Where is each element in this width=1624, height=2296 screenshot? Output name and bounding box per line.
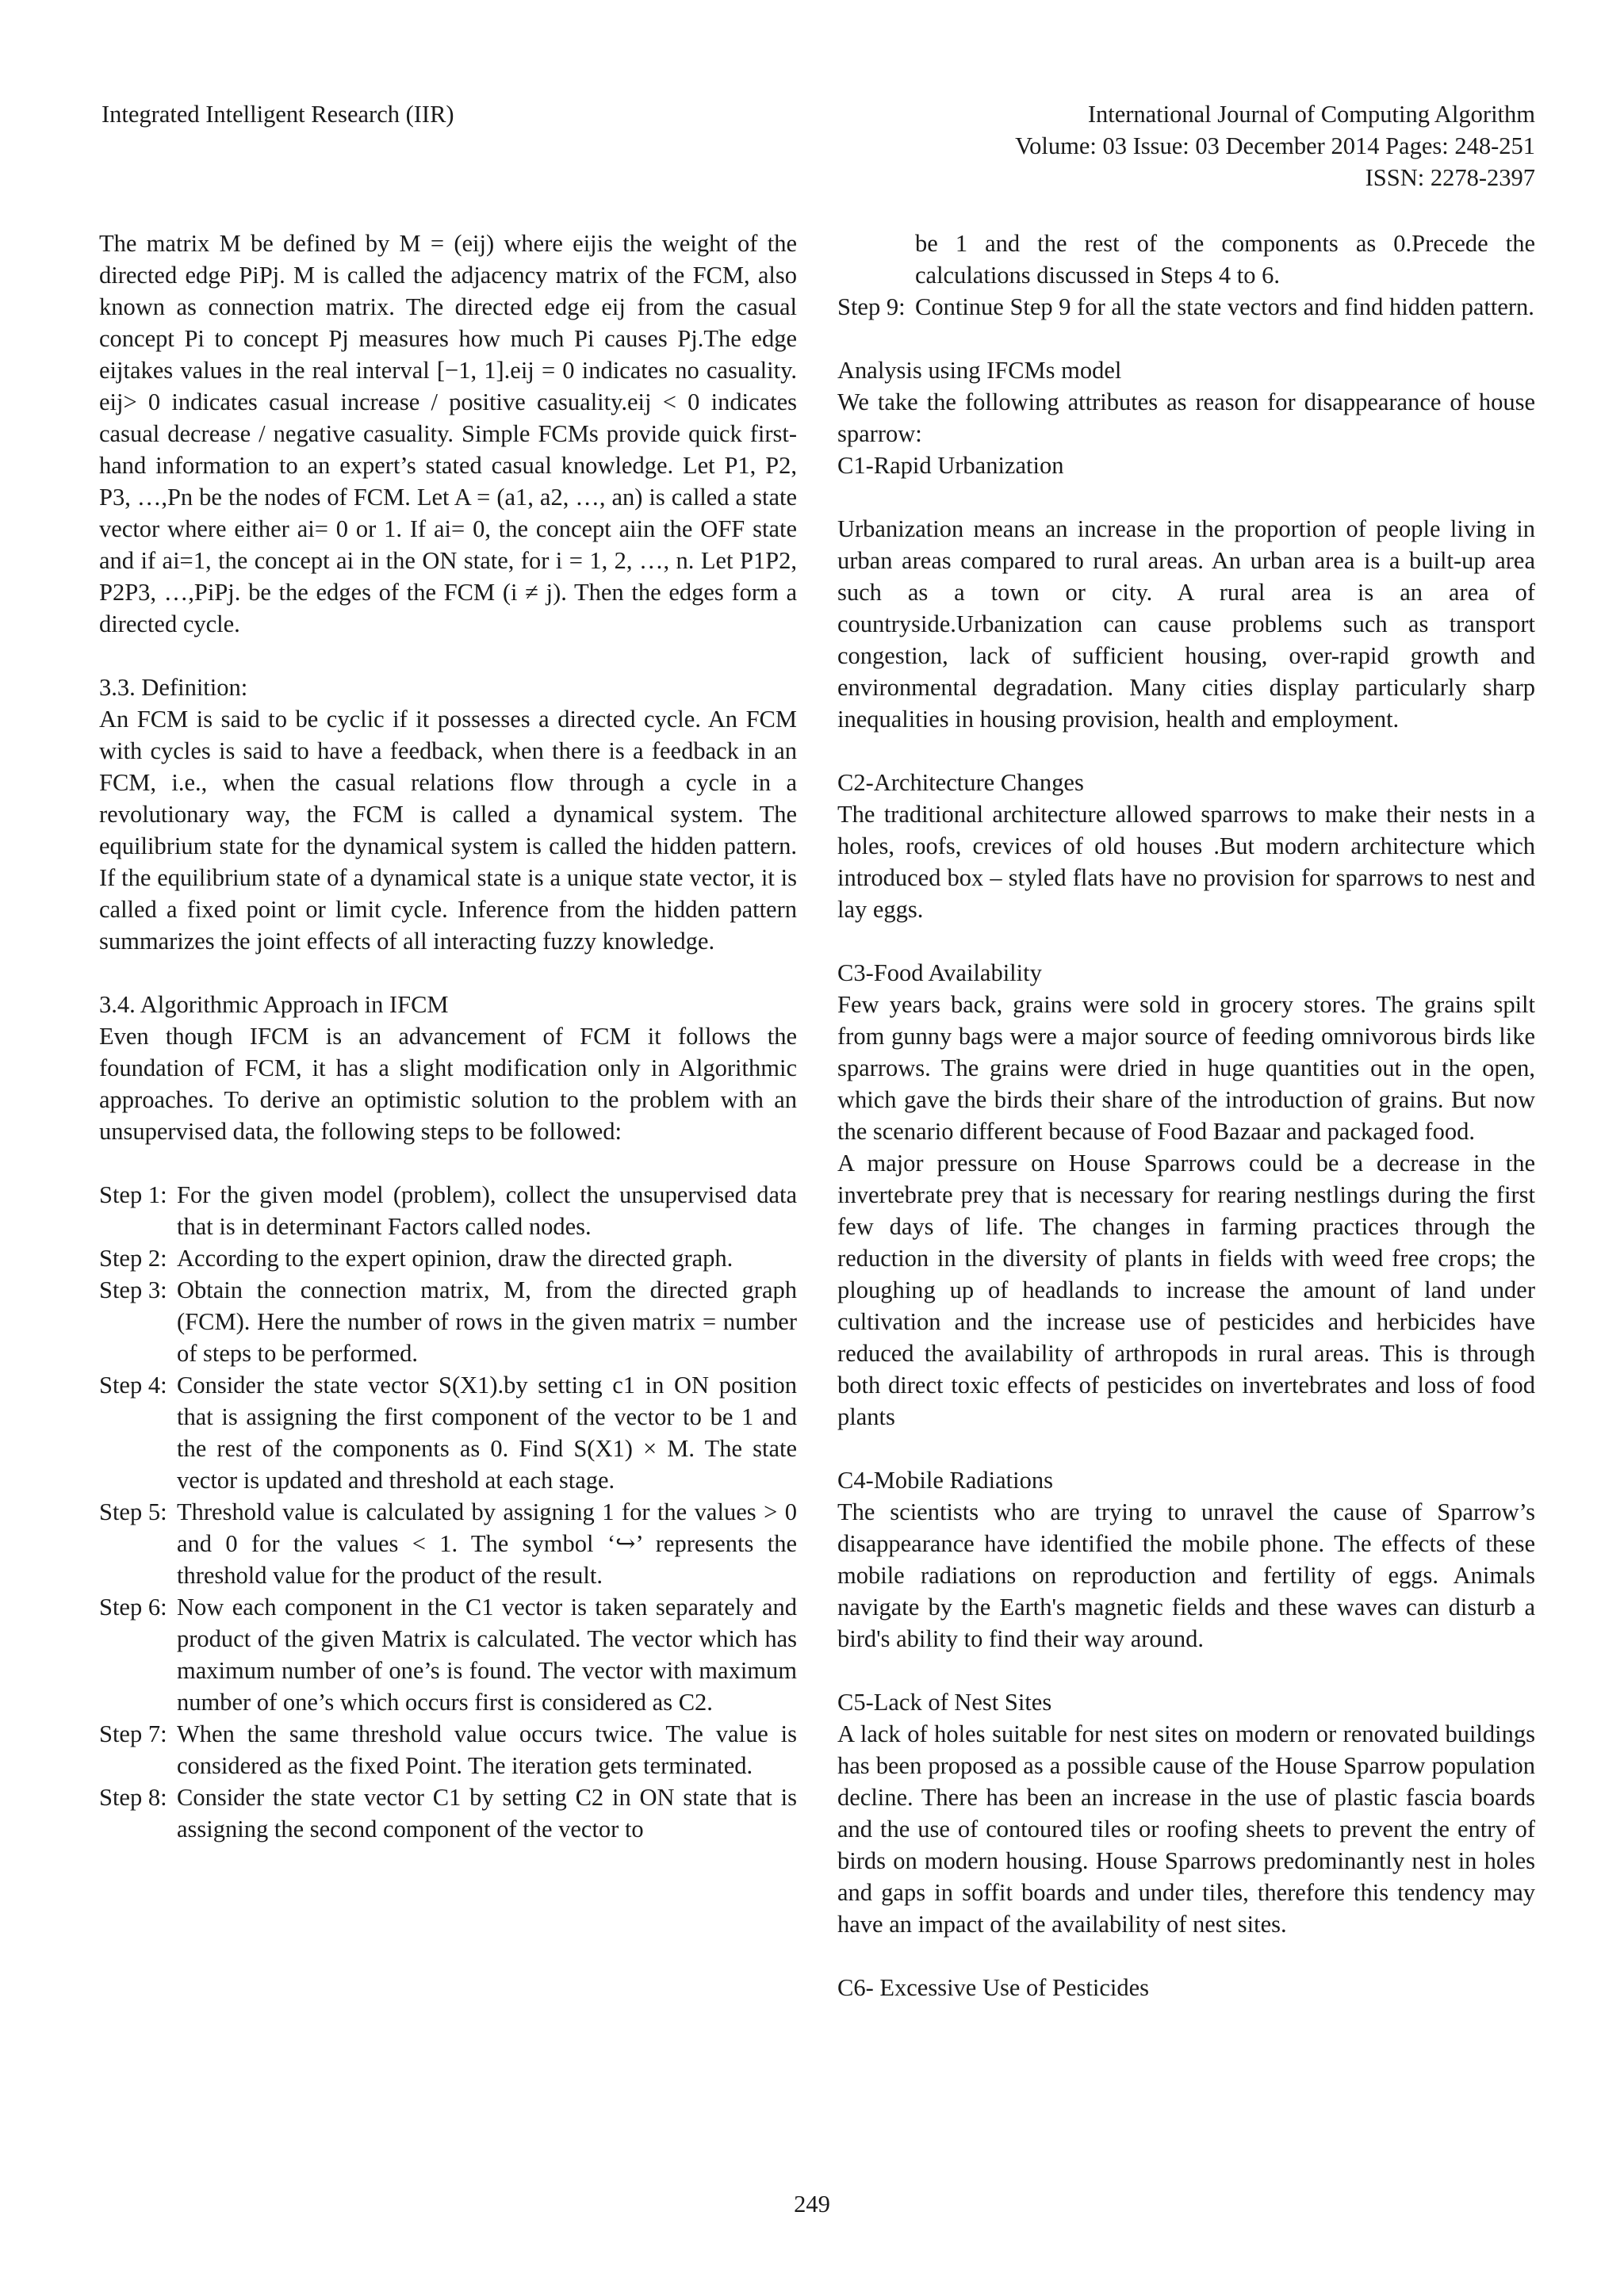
step-text: Consider the state vector S(X1).by setting c1 in ON position that is assigning the first component of the vector to be 1 and the rest of the components as 0. Find S(X1) × M. The state vector is updated and threshold at each stage.: [177, 1372, 797, 1494]
attribute-heading-c2: C2-Architecture Changes: [837, 769, 1084, 796]
step-text: Now each component in the C1 vector is taken separately and product of the given Matrix is calculated. The vector which has maximum number of one’s is found. The vector with maximum number of one’s which occurs first is considered as C2.: [177, 1594, 797, 1716]
step-text: Obtain the connection matrix, M, from the directed graph (FCM). Here the number of rows in the given matrix = number of steps to be performed.: [177, 1276, 797, 1367]
journal-publisher: Integrated Intelligent Research (IIR): [102, 101, 454, 128]
attribute-text-c2: The traditional architecture allowed sparrows to make their nests in a holes, roofs, crevices of old houses .But modern architecture which introduced box – styled flats have no provision for sparrows to nest and lay eggs.: [837, 801, 1535, 923]
attribute-text-c3-part1: Few years back, grains were sold in grocery stores. The grains spilt from gunny bags were a major source of feeding omnivorous birds like sparrows. The grains were dried in huge quantities out in the open, which gave the birds their share of the introduction of grains. But now the scenario different because of Food Bazaar and packaged food.: [837, 991, 1535, 1145]
step-label: Step 7:: [99, 1720, 167, 1747]
page-number: 249: [794, 2191, 830, 2218]
journal-volume: Volume: 03 Issue: 03 December 2014 Pages: 248-251: [1015, 132, 1535, 159]
step-8: [99, 1781, 797, 1845]
attribute-heading-c6: C6- Excessive Use of Pesticides: [837, 1974, 1150, 2001]
step-text: Continue Step 9 for all the state vectors and find hidden pattern.: [915, 293, 1534, 320]
definition-paragraph: An FCM is said to be cyclic if it possesses a directed cycle. An FCM with cycles is said to have a feedback, when there is a feedback in an FCM, i.e., when the casual relations flow through a cycle in a revolutionary way, the FCM is called a dynamical system. The equilibrium state for the dynamical system is called the hidden pattern. If the equilibrium state of a dynamical state is a unique state vector, it is called a fixed point or limit cycle. Inference from the hidden pattern summarizes the joint effects of all interacting fuzzy knowledge.: [99, 706, 797, 955]
algorithm-paragraph: Even though IFCM is an advancement of FCM it follows the foundation of FCM, it has a slight modification only in Algorithmic approaches. To derive an optimistic solution to the problem with an unsupervised data, the following steps to be followed:: [99, 1023, 797, 1145]
fcm-intro-paragraph: The matrix M be defined by M = (eij) where eijis the weight of the directed edge PiPj. M is called the adjacency matrix of the FCM, also known as connection matrix. The directed edge eij from the casual concept Pi to concept Pj measures how much Pi causes Pj.The edge eijtakes values in the real interval [−1, 1].eij = 0 indicates no casuality. eij> 0 indicates casual increase / positive casuality.eij < 0 indicates casual decrease / negative casuality. Simple FCMs provide quick first-hand information to an expert’s stated casual knowledge. Let P1, P2, P3, …,Pn be the nodes of FCM. Let A = (a1, a2, …, an) is called a state vector where either ai= 0 or 1. If ai= 0, the concept aiin the OFF state and if ai=1, the concept ai in the ON state, for i = 1, 2, …, n. Let P1P2, P2P3, …,PiPj. be the edges of the FCM (i ≠ j). Then the edges form a directed cycle.: [99, 230, 797, 637]
step-label: Step 2:: [99, 1245, 167, 1272]
attribute-heading-c1: C1-Rapid Urbanization: [837, 452, 1064, 479]
section-heading-analysis: Analysis using IFCMs model: [837, 357, 1122, 384]
step-text: For the given model (problem), collect the unsupervised data that is in determinant Factors called nodes.: [177, 1181, 797, 1240]
attribute-heading-c4: C4-Mobile Radiations: [837, 1467, 1053, 1494]
section-heading-algorithm: 3.4. Algorithmic Approach in IFCM: [99, 991, 449, 1018]
step-label: Step 5:: [99, 1498, 167, 1525]
attribute-text-c5: A lack of holes suitable for nest sites on modern or renovated buildings has been proposed as a possible cause of the House Sparrow population decline. There has been an increase in the use of plastic fascia boards and the use of contoured tiles or roofing sheets to prevent the entry of birds on modern housing. House Sparrows predominantly nest in holes and gaps in soffit boards and under tiles, therefore this tendency may have an impact of the availability of nest sites.: [837, 1720, 1535, 1938]
analysis-paragraph: We take the following attributes as reason for disappearance of house sparrow:: [837, 388, 1535, 447]
left-column: [99, 228, 797, 1845]
step-5: [99, 1496, 797, 1591]
attribute-heading-c5: C5-Lack of Nest Sites: [837, 1689, 1052, 1716]
step-text: be 1 and the rest of the components as 0.Precede the calculations discussed in Steps 4 to 6.: [915, 230, 1535, 289]
step-text: Consider the state vector C1 by setting C2 in ON state that is assigning the second component of the vector to: [177, 1784, 797, 1843]
step-label: Step 4:: [99, 1372, 167, 1399]
step-1: [99, 1179, 797, 1242]
step-6: [99, 1591, 797, 1718]
step-2: [99, 1242, 797, 1274]
step-9: [837, 291, 1535, 323]
step-4: [99, 1369, 797, 1496]
running-header-left: [102, 98, 454, 130]
journal-issn: ISSN: 2278-2397: [1365, 164, 1535, 191]
attribute-text-c4: The scientists who are trying to unravel the cause of Sparrow’s disappearance have identified the mobile phone. The effects of these mobile radiations on reproduction and fertility of eggs. Animals navigate by the Earth's magnetic fields and these waves can disturb a bird's ability to find their way around.: [837, 1498, 1535, 1652]
step-8-continued: [837, 228, 1535, 291]
running-header-right: [1015, 98, 1535, 193]
step-label: Step 3:: [99, 1276, 167, 1303]
step-label: Step 9:: [837, 293, 906, 320]
journal-title: International Journal of Computing Algorithm: [1087, 101, 1535, 128]
step-text: According to the expert opinion, draw the directed graph.: [177, 1245, 733, 1272]
attribute-text-c1: Urbanization means an increase in the proportion of people living in urban areas compared to rural areas. An urban area is a built-up area such as a town or city. A rural area is an area of countryside.Urbanization can cause problems such as transport congestion, lack of sufficient housing, over-rapid growth and environmental degradation. Many cities display particularly sharp inequalities in housing provision, health and employment.: [837, 515, 1535, 733]
attribute-text-c3-part2: A major pressure on House Sparrows could be a decrease in the invertebrate prey that is necessary for rearing nestlings during the first few days of life. The changes in farming practices through the reduction in the diversity of plants in fields with weed free crops; the ploughing up of headlands to increase the amount of land under cultivation and the increase use of pesticides and herbicides have reduced the availability of arthropods in rural areas. This is through both direct toxic effects of pesticides on invertebrates and loss of food plants: [837, 1150, 1535, 1430]
section-heading-definition: 3.3. Definition:: [99, 674, 248, 701]
step-label: Step 6:: [99, 1594, 167, 1621]
step-label: Step 1:: [99, 1181, 167, 1208]
step-text: Threshold value is calculated by assigning 1 for the values > 0 and 0 for the values < 1. The symbol ‘↪’ represents the threshold value for the product of the result.: [177, 1498, 797, 1589]
step-7: [99, 1718, 797, 1781]
attribute-heading-c3: C3-Food Availability: [837, 959, 1042, 986]
right-column: [837, 228, 1535, 2003]
step-label: Step 8:: [99, 1784, 167, 1811]
step-text: When the same threshold value occurs twice. The value is considered as the fixed Point. The iteration gets terminated.: [177, 1720, 797, 1779]
step-3: [99, 1274, 797, 1369]
